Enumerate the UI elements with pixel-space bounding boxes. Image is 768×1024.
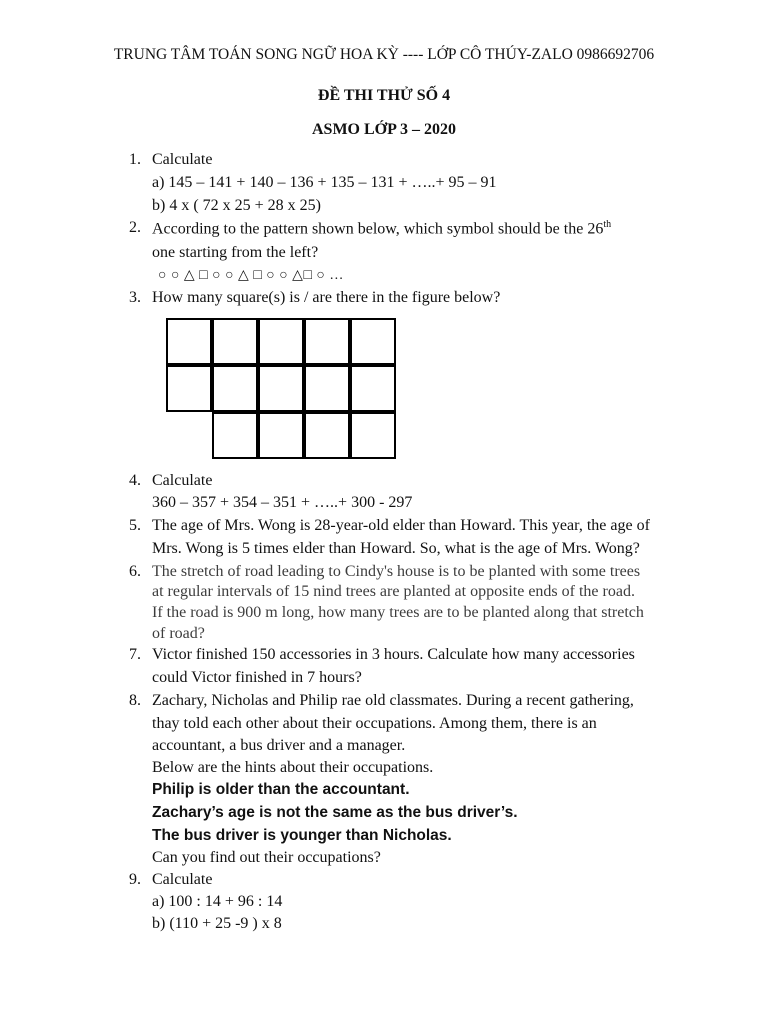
q9-part-a: a) 100 : 14 + 96 : 14 bbox=[152, 893, 283, 910]
q5-line1: The age of Mrs. Wong is 28-year-old elder than Howard. This year, the age of bbox=[152, 517, 650, 534]
q7-line2: could Victor finished in 7 hours? bbox=[152, 669, 362, 686]
q9-number: 9. bbox=[129, 871, 141, 888]
q6-number: 6. bbox=[129, 563, 141, 580]
q5-line2: Mrs. Wong is 5 times elder than Howard. So, what is the age of Mrs. Wong? bbox=[152, 540, 640, 557]
figure-cell bbox=[258, 318, 304, 365]
figure-cell bbox=[304, 365, 350, 412]
q9-text: Calculate bbox=[152, 871, 213, 888]
q4-expression: 360 – 357 + 354 – 351 + …..+ 300 - 297 bbox=[152, 494, 413, 511]
q8-question: Can you find out their occupations? bbox=[152, 849, 381, 866]
q4-number: 4. bbox=[129, 472, 141, 489]
figure-cell bbox=[258, 365, 304, 412]
figure-cell bbox=[166, 318, 212, 365]
figure-cell bbox=[166, 365, 212, 412]
q6-line3: If the road is 900 m long, how many trees are to be planted along that stretch bbox=[152, 604, 644, 621]
q8-hint-1: Philip is older than the accountant. bbox=[152, 781, 410, 798]
q1-part-a: a) 145 – 141 + 140 – 136 + 135 – 131 + …..+ 95 – 91 bbox=[152, 174, 497, 191]
exam-title: ĐỀ THI THỬ SỐ 4 bbox=[317, 87, 451, 104]
figure-cell bbox=[212, 318, 258, 365]
q6-line2: at regular intervals of 15 nind trees are planted at opposite ends of the road. bbox=[152, 583, 635, 600]
q7-line1: Victor finished 150 accessories in 3 hours. Calculate how many accessories bbox=[152, 646, 635, 663]
q8-line3: accountant, a bus driver and a manager. bbox=[152, 737, 406, 754]
q8-line4: Below are the hints about their occupations. bbox=[152, 759, 434, 776]
q6-line1: The stretch of road leading to Cindy's house is to be planted with some trees bbox=[152, 563, 641, 580]
page-header: TRUNG TÂM TOÁN SONG NGỮ HOA KỲ ---- LỚP CÔ THÚY-ZALO 0986692706 bbox=[113, 46, 655, 63]
figure-cell bbox=[212, 412, 258, 459]
q1-text: Calculate bbox=[152, 151, 213, 168]
q8-hint-3: The bus driver is younger than Nicholas. bbox=[152, 827, 452, 844]
q1-part-b: b) 4 x ( 72 x 25 + 28 x 25) bbox=[152, 197, 322, 214]
q7-number: 7. bbox=[129, 646, 141, 663]
q2-superscript: th bbox=[603, 219, 612, 230]
figure-cell bbox=[350, 412, 396, 459]
figure-cell bbox=[350, 365, 396, 412]
exam-subtitle: ASMO LỚP 3 – 2020 bbox=[311, 121, 456, 138]
figure-cell bbox=[212, 365, 258, 412]
figure-cell bbox=[304, 412, 350, 459]
q9-part-b: b) (110 + 25 -9 ) x 8 bbox=[152, 915, 282, 932]
q2-line1-text: According to the pattern shown below, which symbol should be the 26 bbox=[152, 220, 604, 238]
q2-number: 2. bbox=[129, 219, 141, 236]
q8-number: 8. bbox=[129, 692, 141, 709]
q2-line1 bbox=[152, 219, 611, 238]
q2-line2: one starting from the left? bbox=[152, 244, 319, 261]
figure-cell bbox=[304, 318, 350, 365]
q5-number: 5. bbox=[129, 517, 141, 534]
q4-text: Calculate bbox=[152, 472, 213, 489]
figure-cell bbox=[258, 412, 304, 459]
q1-number: 1. bbox=[129, 151, 141, 168]
q2-symbol-pattern: ○ ○ △ □ ○ ○ △ □ ○ ○ △□ ○ … bbox=[158, 268, 344, 283]
q3-text: How many square(s) is / are there in the figure below? bbox=[152, 289, 501, 306]
q8-hint-2: Zachary’s age is not the same as the bus driver’s. bbox=[152, 804, 518, 821]
q8-line2: thay told each other about their occupations. Among them, there is an bbox=[152, 715, 597, 732]
q3-number: 3. bbox=[129, 289, 141, 306]
q6-line4: of road? bbox=[152, 625, 205, 642]
q8-line1: Zachary, Nicholas and Philip rae old classmates. During a recent gathering, bbox=[152, 692, 634, 709]
figure-cell bbox=[350, 318, 396, 365]
